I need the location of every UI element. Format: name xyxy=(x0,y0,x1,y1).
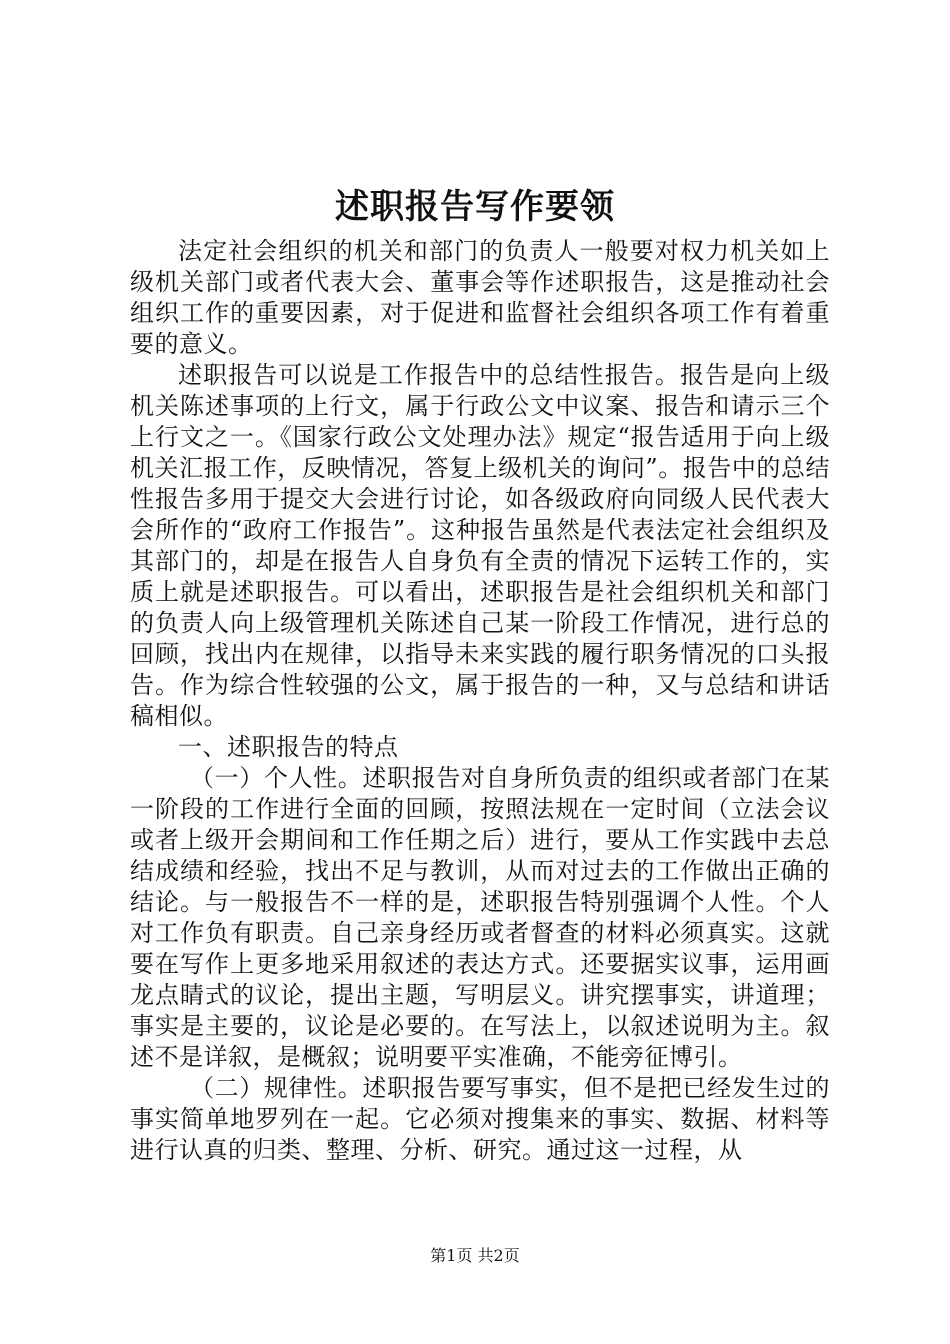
document-title: 述职报告写作要领 xyxy=(335,187,615,227)
paragraph-regularity: （二）规律性。述职报告要写事实，但不是把已经发生过的事实简单地罗列在一起。它必须对搜集来的事实、数据、材料等进行认真的归类、整理、分析、研究。通过这一过程，从 xyxy=(130,1074,830,1164)
page-footer: 第1页 共2页 xyxy=(430,1246,520,1265)
paragraph-intro: 法定社会组织的机关和部门的负责人一般要对权力机关如上级机关部门或者代表大会、董事会等作述职报告，这是推动社会组织工作的重要因素，对于促进和监督社会组织各项工作有着重要的意义。 xyxy=(130,237,830,358)
section-heading-features: 一、述职报告的特点 xyxy=(178,733,399,761)
document-body xyxy=(130,236,830,1166)
paragraph-definition: 述职报告可以说是工作报告中的总结性报告。报告是向上级机关陈述事项的上行文，属于行政公文中议案、报告和请示三个上行文之一。《国家行政公文处理办法》规定“报告适用于向上级机关汇报工作，反映情况，答复上级机关的询问”。报告中的总结性报告多用于提交大会进行讨论，如各级政府向同级人民代表大会所作的“政府工作报告”。这种报告虽然是代表法定社会组织及其部门的，却是在报告人自身负有全责的情况下运转工作的，实质上就是述职报告。可以看出，述职报告是社会组织机关和部门的负责人向上级管理机关陈述自己某一阶段工作情况，进行总的回顾，找出内在规律，以指导未来实践的履行职务情况的口头报告。作为综合性较强的公文，属于报告的一种，又与总结和讲话稿相似。 xyxy=(130,361,830,730)
paragraph-personal: （一）个人性。述职报告对自身所负责的组织或者部门在某一阶段的工作进行全面的回顾，按照法规在一定时间（立法会议或者上级开会期间和工作任期之后）进行，要从工作实践中去总结成绩和经验，找出不足与教训，从而对过去的工作做出正确的结论。与一般报告不一样的是，述职报告特别强调个人性。个人对工作负有职责。自己亲身经历或者督查的材料必须真实。这就要在写作上更多地采用叙述的表达方式。还要据实议事，运用画龙点睛式的议论，提出主题，写明层义。讲究摆事实，讲道理；事实是主要的，议论是必要的。在写法上，以叙述说明为主。叙述不是详叙，是概叙；说明要平实准确，不能旁征博引。 xyxy=(130,764,830,1071)
